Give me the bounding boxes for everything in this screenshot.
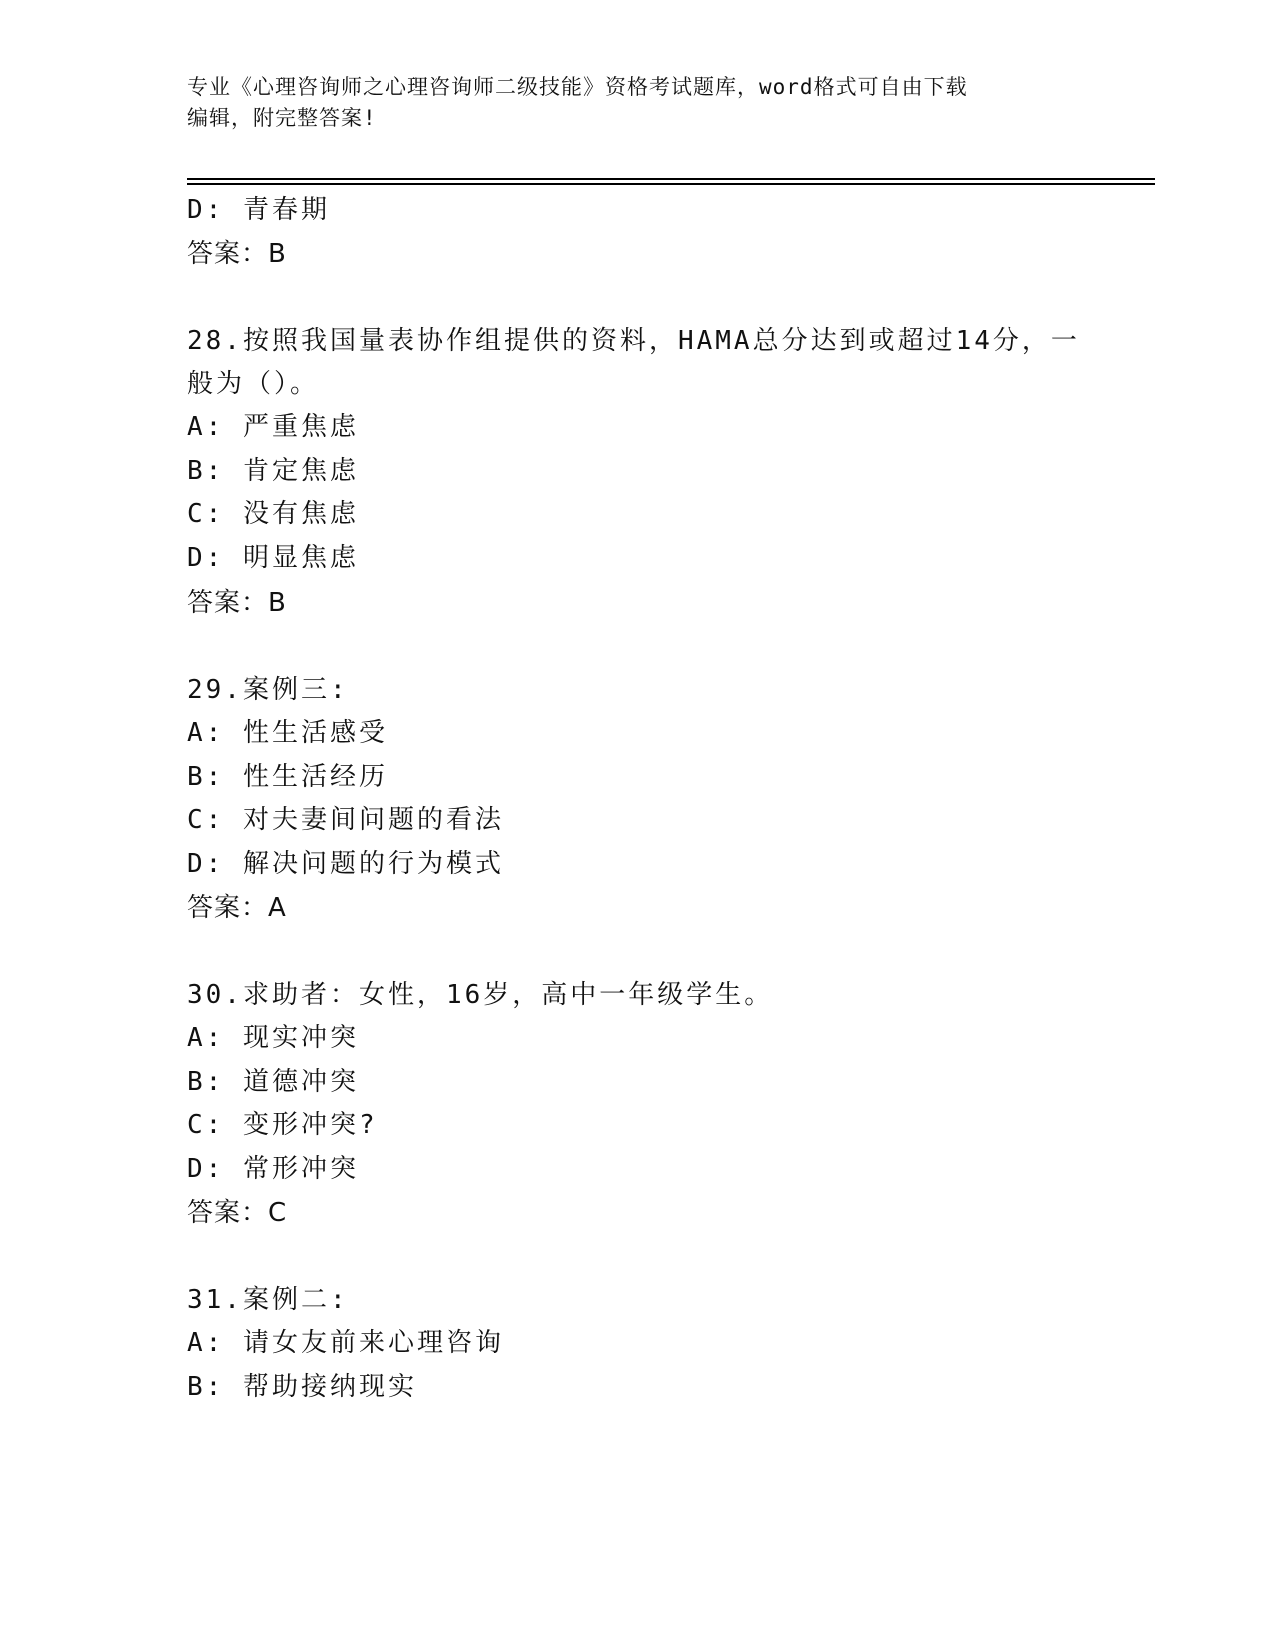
question-28-option-d: D: 明显焦虑 bbox=[187, 543, 359, 573]
question-31-stem: 31.案例二: bbox=[187, 1285, 349, 1315]
question-28-stem-cont: 般为（）。 bbox=[187, 369, 320, 399]
header-line-2: 编辑，附完整答案! bbox=[187, 106, 377, 130]
question-28-stem: 28.按照我国量表协作组提供的资料，HAMA总分达到或超过14分，一 bbox=[187, 326, 1080, 356]
question-31-option-a: A: 请女友前来心理咨询 bbox=[187, 1328, 504, 1358]
document-header bbox=[187, 72, 1087, 134]
question-28-option-b: B: 肯定焦虑 bbox=[187, 456, 359, 486]
question-29-option-c: C: 对夫妻间问题的看法 bbox=[187, 805, 504, 835]
answer-line: 答案：B bbox=[187, 239, 287, 269]
header-rule-top bbox=[187, 178, 1155, 180]
question-29-option-a: A: 性生活感受 bbox=[187, 718, 388, 748]
question-28-answer: 答案：B bbox=[187, 588, 287, 618]
question-30-option-a: A: 现实冲突 bbox=[187, 1023, 359, 1053]
option-d: D: 青春期 bbox=[187, 195, 330, 225]
question-29-answer: 答案：A bbox=[187, 893, 287, 923]
question-28-option-a: A: 严重焦虑 bbox=[187, 412, 359, 442]
question-30-stem: 30.求助者：女性，16岁，高中一年级学生。 bbox=[187, 980, 774, 1010]
question-29-stem: 29.案例三: bbox=[187, 675, 349, 705]
question-30-option-d: D: 常形冲突 bbox=[187, 1154, 359, 1184]
header-rule-bottom bbox=[187, 183, 1155, 185]
question-29-option-b: B: 性生活经历 bbox=[187, 762, 388, 792]
question-28-option-c: C: 没有焦虑 bbox=[187, 499, 359, 529]
question-31-option-b: B: 帮助接纳现实 bbox=[187, 1372, 417, 1402]
question-30-answer: 答案：C bbox=[187, 1198, 288, 1228]
header-line-1: 专业《心理咨询师之心理咨询师二级技能》资格考试题库，word格式可自由下载 bbox=[187, 75, 968, 99]
question-30-option-c: C: 变形冲突? bbox=[187, 1110, 378, 1140]
question-30-option-b: B: 道德冲突 bbox=[187, 1067, 359, 1097]
question-29-option-d: D: 解决问题的行为模式 bbox=[187, 849, 504, 879]
